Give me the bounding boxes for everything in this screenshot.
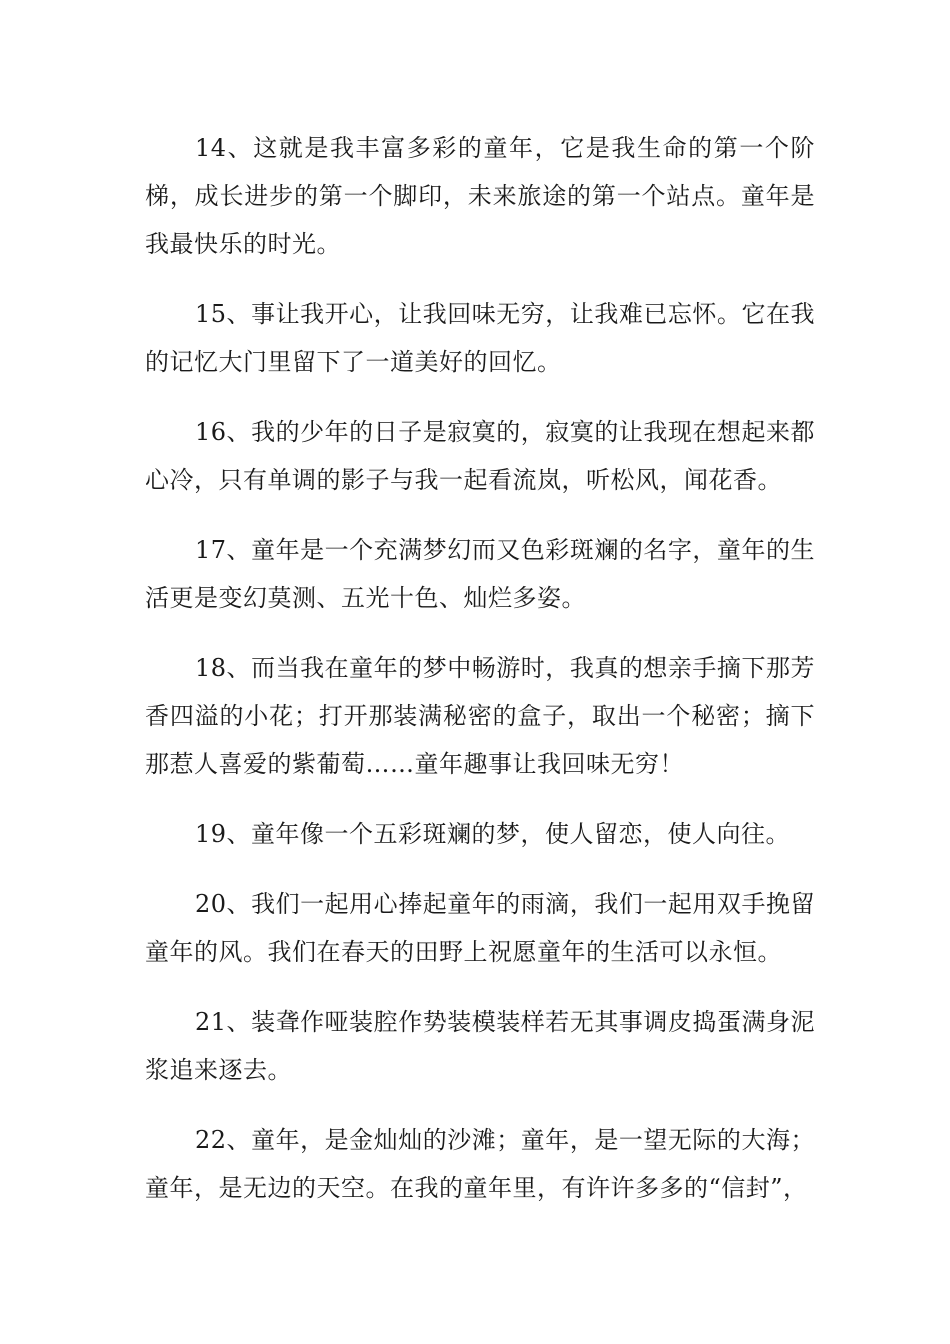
paragraph-18: 18、而当我在童年的梦中畅游时，我真的想亲手摘下那芳香四溢的小花；打开那装满秘密的盒子，取出一个秘密；摘下那惹人喜爱的紫葡萄……童年趣事让我回味无穷！ [145,654,815,778]
paragraph-22: 22、童年，是金灿灿的沙滩；童年，是一望无际的大海；童年，是无边的天空。在我的童年里，有许许多多的“信封”， [145,1126,815,1202]
paragraph-15: 15、事让我开心，让我回味无穷，让我难已忘怀。它在我的记忆大门里留下了一道美好的回忆。 [145,300,815,376]
paragraph-16: 16、我的少年的日子是寂寞的，寂寞的让我现在想起来都心冷，只有单调的影子与我一起看流岚，听松风，闻花香。 [145,418,815,494]
paragraph-14: 14、这就是我丰富多彩的童年，它是我生命的第一个阶梯，成长进步的第一个脚印，未来旅途的第一个站点。童年是我最快乐的时光。 [145,134,815,258]
paragraph-17: 17、童年是一个充满梦幻而又色彩斑斓的名字，童年的生活更是变幻莫测、五光十色、灿烂多姿。 [145,536,815,612]
paragraph-20: 20、我们一起用心捧起童年的雨滴，我们一起用双手挽留童年的风。我们在春天的田野上祝愿童年的生活可以永恒。 [145,890,815,966]
paragraph-21: 21、装聋作哑装腔作势装模装样若无其事调皮捣蛋满身泥浆追来逐去。 [145,1008,815,1084]
document-body [145,124,815,1234]
paragraph-19: 19、童年像一个五彩斑斓的梦，使人留恋，使人向往。 [195,820,791,848]
